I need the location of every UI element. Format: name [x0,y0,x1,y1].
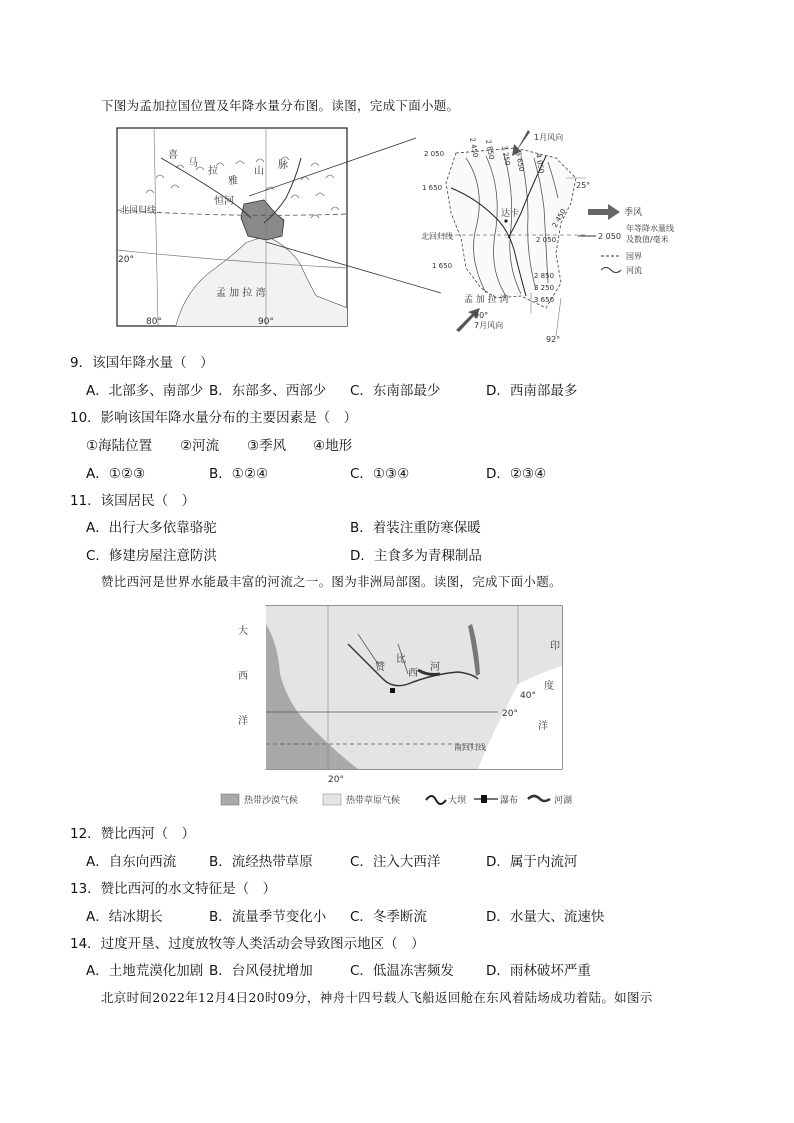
lake-icon [528,796,550,801]
iso-label: 4 050 [534,152,546,175]
q13-option-b[interactable]: B．流量季节变化小 [209,909,327,925]
q10-option-b[interactable]: B．①②④ [209,466,269,482]
q10-item-2: ②河流 [180,438,220,454]
iso-label: 2 050 [536,236,557,244]
q12-option-c[interactable]: C．注入大西洋 [350,854,441,870]
indian-label-2: 度 [544,681,554,692]
iso-label: 2 850 [534,272,555,280]
q10-option-c[interactable]: C．①③④ [350,466,410,482]
legend-monsoon: 季风 [624,208,643,218]
lon20-label: 20° [328,775,344,785]
ganges-label: 恒河 [214,196,234,207]
q12-option-d[interactable]: D．属于内流河 [486,854,578,870]
legend-iso-label2: 及数值/毫米 [626,235,669,244]
lat20-label-africa: 20° [502,709,518,719]
iso-label: 3 250 [500,144,512,167]
iso-label: 2 850 [484,138,496,161]
map2-legend [578,204,674,275]
question-14-stem: 14．过度开垦、过度放牧等人类活动会导致图示地区（ ） [70,936,425,952]
q10-item-1: ①海陆位置 [86,438,153,454]
legend-desert: 热带沙漠气候 [244,796,299,806]
q9-option-c[interactable]: C．东南部最少 [350,383,441,399]
atlantic-label-1: 大 [238,626,248,637]
q9-option-b[interactable]: B．东部多、西部少 [209,383,327,399]
q9-option-d[interactable]: D．西南部最多 [486,383,578,399]
dam-icon [426,796,446,804]
zambezi-label-2: 比 [396,654,406,665]
waterfall-marker [390,688,395,693]
wind-jan-label: 1月风向 [534,133,564,142]
q14-option-c[interactable]: C．低温冻害频发 [350,963,454,979]
lon40-label: 40° [520,691,536,701]
q14-option-b[interactable]: B．台风侵扰增加 [209,963,313,979]
map2-detail [421,130,590,344]
africa-figure [218,604,598,814]
bangladesh-figure [116,118,716,348]
himalaya-label-1: 喜 [168,150,178,161]
lon90-detail-label: 90° [474,311,489,320]
question-10-stem: 10．影响该国年降水量分布的主要因素是（ ） [70,410,358,426]
question-11-stem: 11．该国居民（ ） [70,493,196,509]
zambezi-label-4: 河 [430,662,440,673]
iso-label: 2 450 [468,136,480,159]
intro-text-3: 北京时间2022年12月4日20时09分，神舟十四号载人飞船返回舱在东风着陆场成功着陆。如图示 [101,990,653,1005]
iso-label: 1 650 [432,262,453,270]
zambezi-label-1: 赞 [375,662,385,673]
q10-item-3: ③季风 [247,438,287,454]
question-12-stem: 12．赞比西河（ ） [70,826,196,842]
dhaka-marker [504,219,507,222]
desert-swatch-icon [221,794,239,805]
iso-label: 3 650 [514,150,526,173]
iso-label: 3 250 [534,284,555,292]
legend-iso-label1: 年等降水量线 [626,224,674,233]
q12-option-a[interactable]: A．自东向西流 [86,854,177,870]
tropic-label: 北回归线 [120,206,157,216]
map3-legend [221,794,572,806]
lon92-label: 92° [546,335,561,344]
lon90-label: 90° [258,317,274,327]
intro-text-1: 下图为孟加拉国位置及年降水量分布图。读图，完成下面小题。 [101,98,460,113]
q10-item-4: ④地形 [313,438,353,454]
dhaka-label: 达卡 [501,209,520,219]
iso-label: 3 650 [534,296,555,304]
bay-detail-label: 孟 加 拉 湾 [464,295,509,305]
q14-option-a[interactable]: A．土地荒漠化加剧 [86,963,204,979]
atlantic-label-2: 西 [238,671,248,682]
q9-option-a[interactable]: A．北部多、南部少 [86,383,204,399]
legend-iso-value: 2 050 [598,232,621,241]
legend-waterfall: 瀑布 [500,796,519,806]
himalaya-label-2: 马 [188,158,198,169]
lon80-label: 80° [146,317,162,327]
himalaya-label-4: 雅 [228,176,238,187]
q11-option-b[interactable]: B．着装注重防寒保暖 [350,520,481,536]
q11-option-d[interactable]: D．主食多为青稞制品 [350,548,482,564]
iso-label: 2 450 [550,207,568,229]
atlantic-label-3: 洋 [238,716,248,727]
tropic-detail-label: 北回归线 [421,232,453,241]
river-line-icon [601,268,621,273]
q10-option-d[interactable]: D．②③④ [486,466,547,482]
legend-dam: 大坝 [448,796,467,806]
himalaya-label-6: 脉 [278,160,288,171]
q13-option-a[interactable]: A．结冰期长 [86,909,163,925]
indian-label-1: 印 [550,641,560,652]
wind-jul-label: 7月风向 [474,321,504,330]
iso-label: 2 050 [424,150,445,158]
lat20-label: 20° [118,255,134,265]
legend-river: 河流 [626,266,642,275]
legend-savanna: 热带草原气候 [346,796,401,806]
q14-option-d[interactable]: D．雨林破坏严重 [486,963,591,979]
question-9-stem: 9．该国年降水量（ ） [70,355,214,371]
question-13-stem: 13．赞比西河的水文特征是（ ） [70,881,277,897]
intro-text-2: 赞比西河是世界水能最丰富的河流之一。图为非洲局部图。读图，完成下面小题。 [101,574,562,589]
lat25-label: 25° [576,181,591,190]
legend-border: 国界 [626,252,642,261]
indian-label-3: 洋 [538,721,548,732]
q12-option-b[interactable]: B．流经热带草原 [209,854,313,870]
bay-label: 孟 加 拉 湾 [216,288,266,299]
himalaya-label-5: 山 [254,166,264,177]
q11-option-c[interactable]: C．修建房屋注意防洪 [86,548,217,564]
iso-label: 1 650 [422,184,443,192]
zambezi-label-3: 西 [408,668,418,679]
q13-option-d[interactable]: D．水量大、流速快 [486,909,605,925]
himalaya-label-3: 拉 [208,166,218,177]
legend-lake: 河湖 [554,796,573,806]
tropic-s-label: 南回归线 [454,743,486,752]
monsoon-arrow-icon [588,204,620,220]
q11-option-a[interactable]: A．出行大多依靠骆驼 [86,520,217,536]
q10-option-a[interactable]: A．①②③ [86,466,146,482]
q13-option-c[interactable]: C．冬季断流 [350,909,427,925]
savanna-swatch-icon [323,794,341,805]
